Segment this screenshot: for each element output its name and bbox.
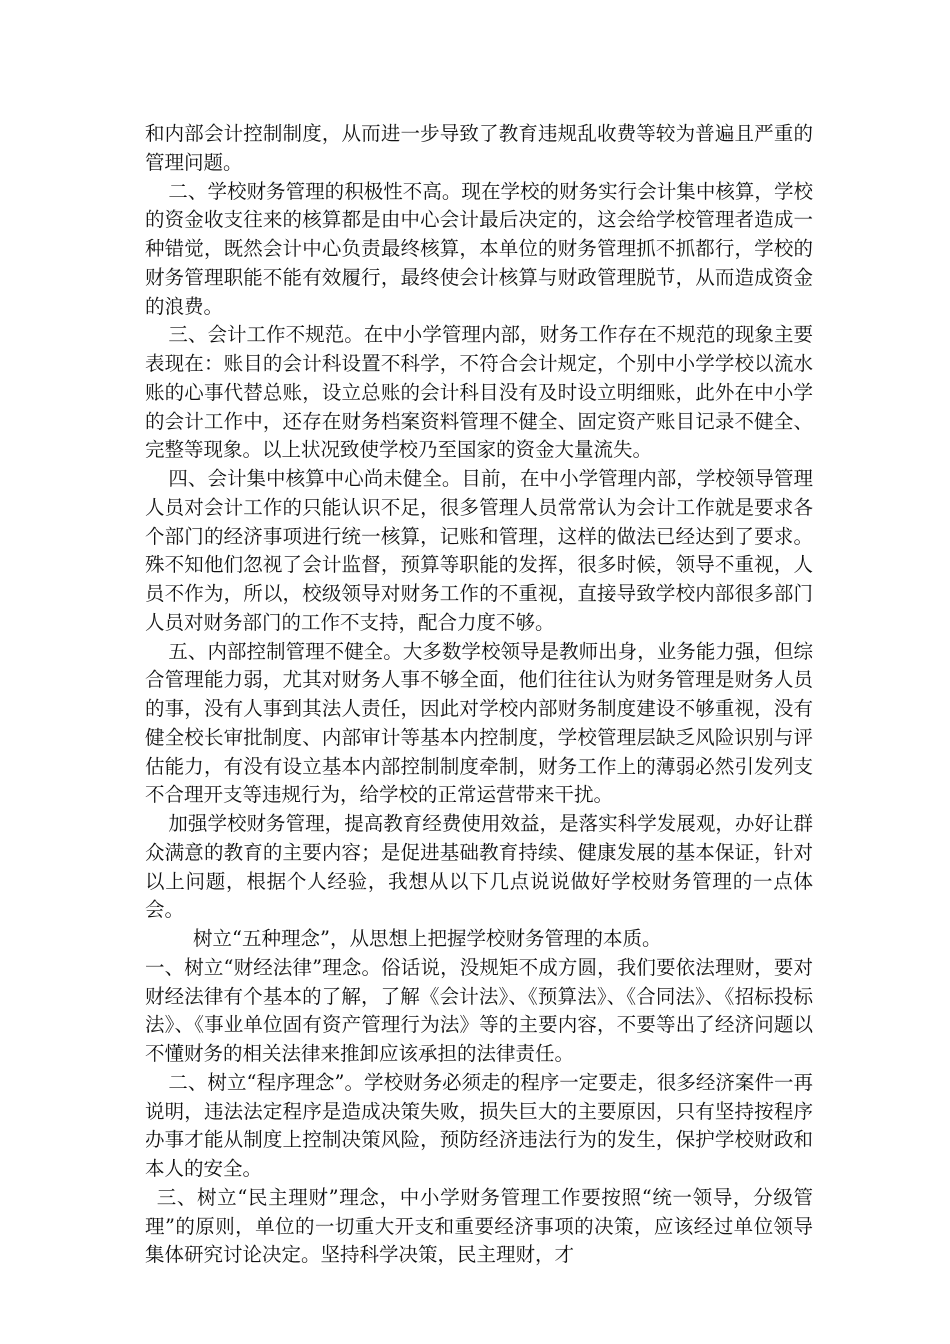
section-heading: 树立“五种理念”，从思想上把握学校财务管理的本质。 [193,927,662,950]
paragraph-point-3: 三、会计工作不规范。在中小学管理内部，财务工作存在不规范的现象主要表现在：账目的会计科设置不科学，不符合会计规定，个别中小学学校以流水账的心事代替总账，设立总账的会计科目没有及时设立明细账，此外在中小学的会计工作中，还存在财务档案资料管理不健全、固定资产账目记录不健全、完整等现象。以上状况致使学校乃至国家的资金大量流失。 [145,323,813,462]
document-body [145,120,813,1270]
paragraph-point-2: 二、学校财务管理的积极性不高。现在学校的财务实行会计集中核算，学校的资金收支往来的核算都是由中心会计最后决定的，这会给学校管理者造成一种错觉，既然会计中心负责最终核算，本单位的财务管理抓不抓都行，学校的财务管理职能不能有效履行，最终使会计核算与财政管理脱节，从而造成资金的浪费。 [145,179,813,318]
paragraph-concept-1: 一、树立“财经法律”理念。俗话说，没规矩不成方圆，我们要依法理财，要对财经法律有个基本的了解，了解《会计法》、《预算法》、《合同法》、《招标投标法》、《事业单位固有资产管理行为法》等的主要内容，不要等出了经济问题以不懂财务的相关法律来推卸应该承担的法律责任。 [145,955,813,1065]
paragraph-point-5: 五、内部控制管理不健全。大多数学校领导是教师出身，业务能力强，但综合管理能力弱，尤其对财务人事不够全面，他们往往认为财务管理是财务人员的事，没有人事到其法人责任，因此对学校内部财务制度建设不够重视，没有健全校长审批制度、内部审计等基本内控制度，学校管理层缺乏风险识别与评估能力，有没有设立基本内部控制制度牵制，财务工作上的薄弱必然引发列支不合理开支等违规行为，给学校的正常运营带来干扰。 [145,639,813,807]
paragraph-summary: 加强学校财务管理，提高教育经费使用效益，是落实科学发展观，办好让群众满意的教育的主要内容；是促进基础教育持续、健康发展的基本保证，针对以上问题，根据个人经验，我想从以下几点说说做好学校财务管理的一点体会。 [145,812,813,922]
paragraph-concept-2: 二、树立“程序理念”。学校财务必须走的程序一定要走，很多经济案件一再说明，违法法定程序是造成决策失败，损失巨大的主要原因，只有坚持按程序办事才能从制度上控制决策风险，预防经济违法行为的发生，保护学校财政和本人的安全。 [145,1070,813,1180]
paragraph-continuation: 和内部会计控制制度，从而进一步导致了教育违规乱收费等较为普遍且严重的管理问题。 [145,122,813,174]
paragraph-point-4: 四、会计集中核算中心尚未健全。目前，在中小学管理内部，学校领导管理人员对会计工作的只能认识不足，很多管理人员常常认为会计工作就是要求各个部门的经济事项进行统一核算，记账和管理，这样的做法已经达到了要求。殊不知他们忽视了会计监督，预算等职能的发挥，很多时候，领导不重视，人员不作为，所以，校级领导对财务工作的不重视，直接导致学校内部很多部门人员对财务部门的工作不支持，配合力度不够。 [145,467,813,634]
paragraph-concept-3: 三、树立“民主理财”理念，中小学财务管理工作要按照“统一领导，分级管理”的原则，单位的一切重大开支和重要经济事项的决策，应该经过单位领导集体研究讨论决定。坚持科学决策，民主理财，才 [145,1185,813,1267]
